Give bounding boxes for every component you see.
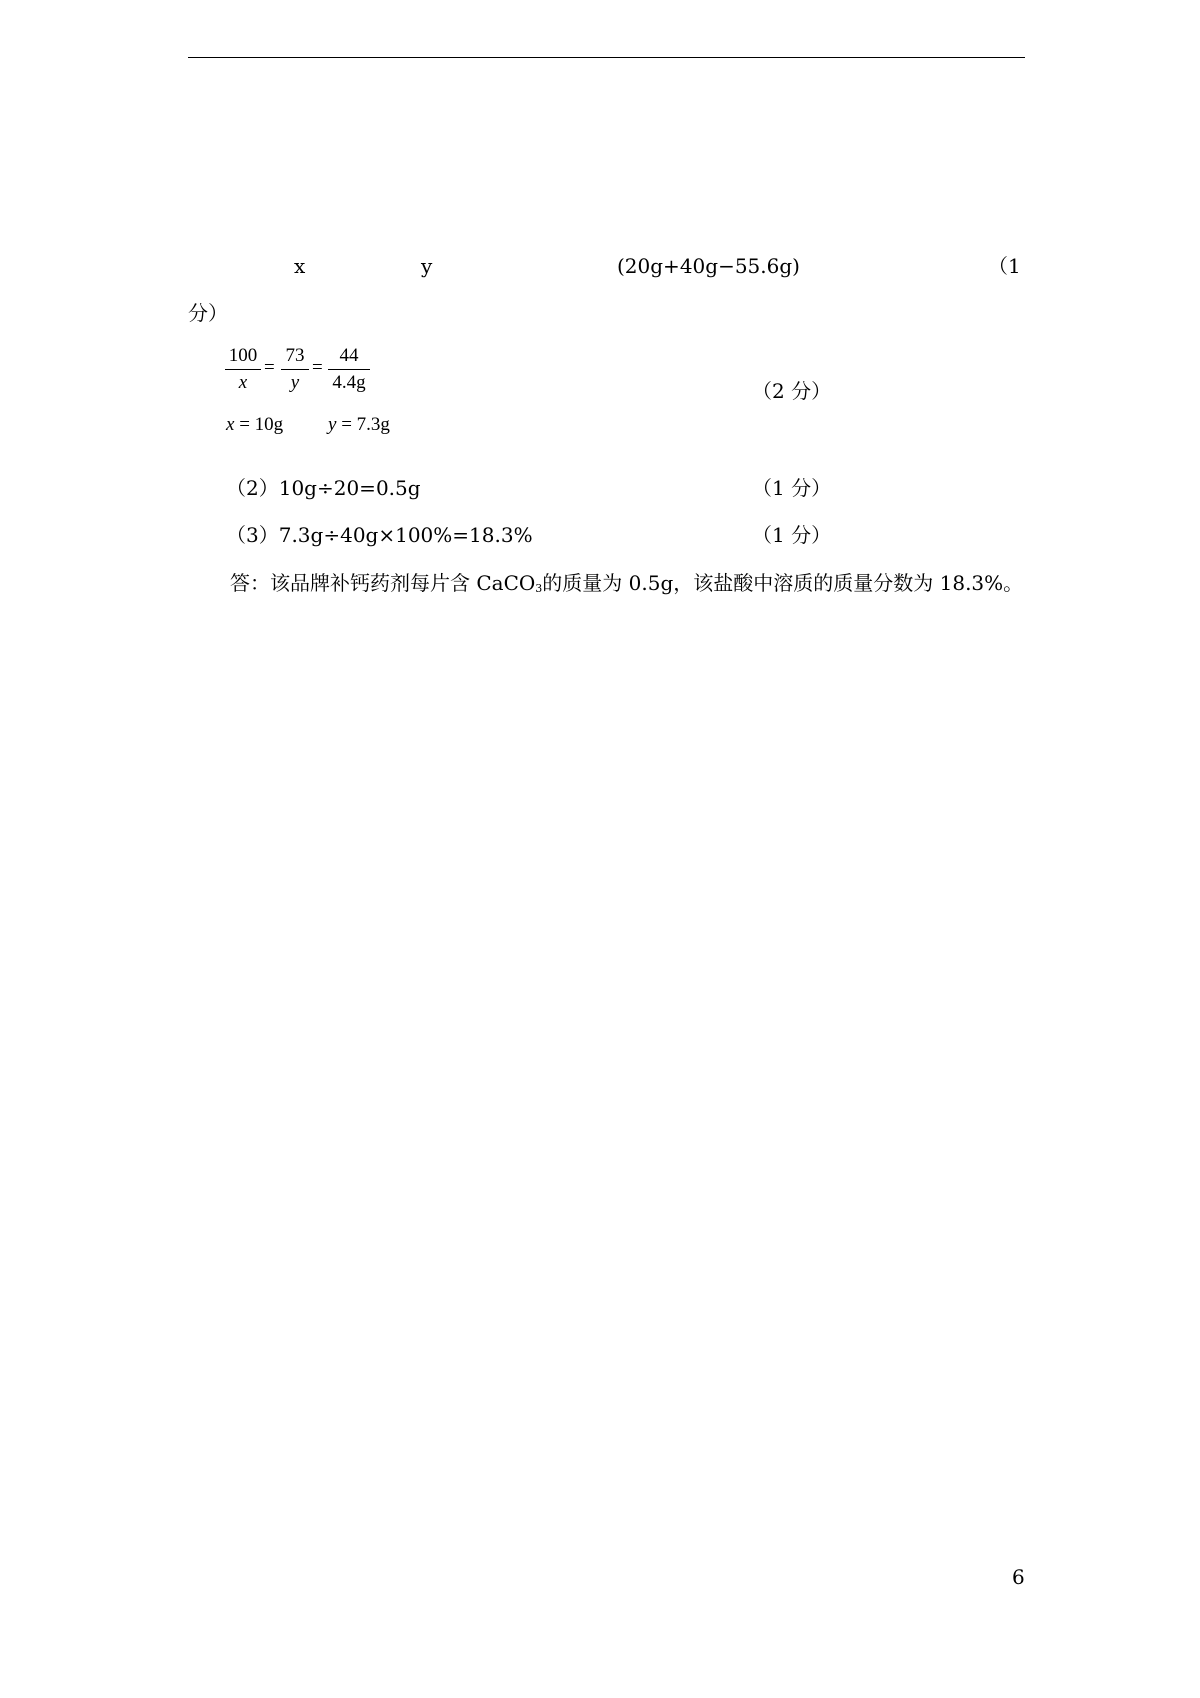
fraction-denominator: 4.4g bbox=[332, 372, 366, 393]
answer-statement bbox=[230, 570, 1023, 602]
step-2-text: （2）10g÷20=0.5g bbox=[226, 476, 421, 500]
solution-y bbox=[328, 413, 390, 437]
fraction-numerator: 100 bbox=[228, 345, 258, 366]
fraction-bar bbox=[281, 369, 309, 370]
page-number: 6 bbox=[1012, 1565, 1025, 1589]
equals-sign: = bbox=[312, 357, 323, 378]
fraction-numerator: 44 bbox=[339, 345, 359, 366]
answer-subscript: 3 bbox=[535, 582, 543, 595]
equals-sign: = bbox=[264, 357, 275, 378]
var-y-label: y bbox=[421, 254, 433, 278]
solution-x-value: = 10g bbox=[234, 414, 284, 435]
score-2: （2 分） bbox=[752, 379, 832, 403]
solution-x bbox=[226, 413, 283, 437]
fraction-denominator: y bbox=[290, 372, 300, 393]
score-open: （1 bbox=[988, 254, 1021, 278]
fraction-73-over-y bbox=[281, 345, 309, 394]
fraction-denominator: x bbox=[238, 372, 248, 393]
answer-suffix: 的质量为 0.5g，该盐酸中溶质的质量分数为 18.3%。 bbox=[542, 571, 1024, 595]
step-3-score: （1 分） bbox=[752, 523, 832, 547]
step-3-text: （3）7.3g÷40g×100%=18.3% bbox=[226, 523, 533, 547]
header-rule bbox=[188, 57, 1025, 58]
mass-expression: (20g+40g−55.6g) bbox=[617, 254, 800, 278]
step-2-score: （1 分） bbox=[752, 476, 832, 500]
solution-y-var: y bbox=[328, 414, 337, 435]
score-close: 分） bbox=[188, 301, 228, 325]
fraction-100-over-x bbox=[225, 345, 261, 394]
fraction-bar bbox=[328, 369, 370, 370]
solution-x-var: x bbox=[226, 414, 235, 435]
fraction-bar bbox=[225, 369, 261, 370]
var-x-label: x bbox=[294, 254, 306, 278]
answer-prefix: 答：该品牌补钙药剂每片含 CaCO bbox=[230, 571, 536, 595]
fraction-numerator: 73 bbox=[285, 345, 305, 366]
solution-y-value: = 7.3g bbox=[336, 414, 390, 435]
fraction-44-over-4.4g bbox=[328, 345, 370, 394]
